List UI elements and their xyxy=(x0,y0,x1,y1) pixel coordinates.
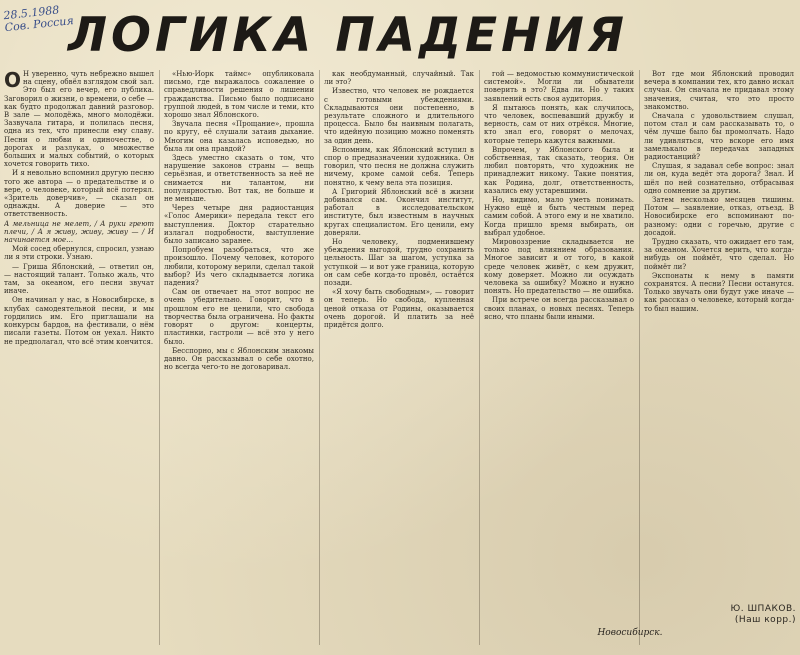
article-paragraph xyxy=(324,146,474,187)
article-paragraph xyxy=(324,288,474,329)
paragraph-text: А мельница не мелет, / А руки греют плечи, / А я живу, живу, живу — / И начинается мое… xyxy=(4,219,154,245)
paragraph-text: «Я хочу быть свободным», — говорит он теперь. Но свобода, купленная ценой отказа от Родины, оказывается очень дорогой. И платить за неё придётся долго. xyxy=(324,288,474,330)
article-paragraph xyxy=(4,263,154,296)
paragraph-text: Бесспорно, мы с Яблонским знакомы давно. Он рассказывал о себе охотно, но всегда чего-то не договаривал. xyxy=(164,346,314,372)
article-column-3 xyxy=(324,70,474,650)
handwritten-note: 28.5.1988 Сов. Россия xyxy=(2,3,75,35)
paragraph-text: Затем несколько месяцев тишины. Потом — заявление, отказ, отъезд. В Новосибирске его вспоминают по-разному: одни с горечью, другие с досадой. xyxy=(644,196,794,237)
paragraph-text: Но, видимо, мало уметь понимать. Нужно ещё и быть честным перед самим собой. А этого ему и не хватило. Когда пришло время выбирать, он выбрал удобное. xyxy=(484,196,634,237)
paragraph-text: Известно, что человек не рождается с готовыми убеждениями. Складываются они постепенно, в результате сложного и длительного процесса. Было бы наивным полагать, что идейную позицию можно поменять за один день. xyxy=(324,87,474,145)
paragraph-text: Трудно сказать, что ожидает его там, за океаном. Хочется верить, что когда-нибудь он поймёт, что сделал. Но поймёт ли? xyxy=(644,238,794,271)
column-rule xyxy=(319,70,320,645)
article-paragraph xyxy=(484,70,634,103)
paragraph-text: Сам он отвечает на этот вопрос не очень убедительно. Говорит, что в прошлом его не ценили, что свобода творчества была ограничена. Но факты говорят о другом: концерты, пластинки, гастроли — всё это у него было. xyxy=(164,288,314,346)
paragraph-text: Попробуем разобраться, что же произошло. Почему человек, которого любили, которому верили, сделал такой выбор? Из чего складывается логика падения? xyxy=(164,246,314,288)
headline: ЛОГИКА ПАДЕНИЯ xyxy=(68,8,628,63)
author-role: (Наш корр.) xyxy=(734,615,796,625)
article-column-4 xyxy=(484,70,634,650)
article-paragraph xyxy=(4,70,154,168)
article-column-5 xyxy=(644,70,794,600)
column-rule xyxy=(479,70,480,645)
article-paragraph xyxy=(644,162,794,195)
article-paragraph xyxy=(644,196,794,237)
article-paragraph xyxy=(164,246,314,287)
article-paragraph xyxy=(324,238,474,287)
paragraph-text: Экспонаты к нему в памяти сохранятся. А песни? Песни останутся. Только звучать они будут уже иначе — как рассказ о человеке, который когда-то был нашим. xyxy=(644,271,794,313)
paragraph-text: «Нью-Йорк таймс» опубликовала письмо, где выражалось сожаление о справедливости решения о лишении гражданства. Письмо было подписано группой людей, в том числе и теми, кто хорошо знал Яблонского. xyxy=(164,70,314,120)
article-paragraph xyxy=(644,70,794,111)
paragraph-text: Он начинал у нас, в Новосибирске, в клубах самодеятельной песни, и мы гордились им. Его приглашали на конкурсы бардов, на фестивали, о нём писали газеты. Потом он уехал. Никто не предполагал, что всё этим кончится. xyxy=(4,296,154,346)
paragraph-text: — Гриша Яблонский, — ответил он, — настоящий талант. Только жаль, что там, за океаном, его песни звучат иначе. xyxy=(4,262,154,296)
article-paragraph xyxy=(644,112,794,161)
article-paragraph xyxy=(164,204,314,245)
paragraph-text: Через четыре дня радиостанция «Голос Америки» передала текст его выступления. Доктор старательно излагал подробности, выступление было записано заранее. xyxy=(164,204,314,246)
paragraph-text: Вот где мои Яблонский проводил вечера в компании тех, кто давно искал случая. Он сначала не придавал этому значения, считая, что это просто знакомство. xyxy=(644,70,794,111)
article-paragraph xyxy=(324,188,474,237)
paragraph-text: Вспомним, как Яблонский вступил в спор о предназначении художника. Он говорил, что песня не должна служить ничему, кроме самой себя. Теперь понятно, к чему вела эта позиция. xyxy=(324,145,474,187)
article-column-1 xyxy=(4,70,154,650)
article-paragraph xyxy=(644,238,794,271)
article-paragraph xyxy=(4,245,154,261)
column-rule xyxy=(159,70,160,645)
article-column-2 xyxy=(164,70,314,650)
article-paragraph xyxy=(484,238,634,295)
paragraph-text: гой — ведомостью коммунистической системой». Могли ли обыватели поверить в это? Едва ли. Но у таких заявлений есть своя аудитория. xyxy=(484,70,634,103)
article-paragraph xyxy=(164,120,314,153)
article-paragraph xyxy=(164,347,314,372)
article-paragraph xyxy=(324,87,474,144)
paragraph-text: Сначала с удовольствием слушал, потом стал и сам рассказывать то, о чём лучше было бы промолчать. Надо ли удивляться, что вскоре его имя замелькало в передачах западных радиостанций? xyxy=(644,112,794,162)
paragraph-text: А Григорий Яблонский всё в жизни добивался сам. Окончил институт, работал в исследовательском институте, был известным в научных кругах специалистом. Его ценили, ему доверяли. xyxy=(324,187,474,237)
paragraph-text: Слушая, я задавал себе вопрос: знал ли он, куда ведёт эта дорога? Знал. И шёл по ней сознательно, отбрасывая одно сомнение за другим. xyxy=(644,162,794,195)
dateline-city: Новосибирск. xyxy=(597,628,663,638)
byline xyxy=(616,604,796,626)
drop-cap: О xyxy=(4,70,22,92)
article-paragraph xyxy=(644,272,794,313)
paragraph-text: Здесь уместно сказать о том, что нарушение законов страны — вещь серьёзная, и ответственность за неё не снимается ни талантом, ни популярностью. Вот так, не больше и не меньше. xyxy=(164,154,314,204)
paragraph-text: Впрочем, у Яблонского была и собственная, так сказать, теория. Он любил повторять, что художник не принадлежит никому. Такие понятия, как Родина, долг, ответственность, казались ему устаревшими. xyxy=(484,145,634,195)
article-paragraph xyxy=(484,104,634,145)
column-rule xyxy=(639,70,640,645)
article-paragraph xyxy=(164,154,314,203)
article-paragraph xyxy=(4,169,154,218)
article-paragraph xyxy=(484,296,634,321)
paragraph-text: При встрече он всегда рассказывал о своих планах, о новых песнях. Теперь ясно, что планы были иными. xyxy=(484,296,634,321)
article-paragraph xyxy=(484,146,634,195)
article-paragraph xyxy=(4,296,154,345)
article-paragraph xyxy=(164,288,314,345)
article-paragraph xyxy=(4,220,154,245)
paragraph-text: Мировоззрение складывается не только под влиянием образования. Многое зависит и от того, в какой среде человек живёт, с кем дружит, кому доверяет. Можно ли осуждать человека за ошибку? Можно и нужно понять. Но предательство — не ошибка. xyxy=(484,238,634,296)
paragraph-text: И я невольно вспомнил другую песню того же автора — о предательстве и о вере, о человеке, который всё потерял. «Зритель доверчив», — сказал он однажды. А доверие — это ответственность. xyxy=(4,169,154,219)
author-name: Ю. ШПАКОВ. xyxy=(730,604,796,614)
article-paragraph xyxy=(324,70,474,86)
paragraph-text: Н уверенно, чуть небрежно вышел на сцену, обвёл взглядом свой зал. Это был его вечер, его публика. Заговорил о жизни, о времени, о себе — как будто продолжал давний разговор. В зале — молодёжь, много молодёжи. Зазвучала гитара, и полилась песня, одна из тех, что принесли ему славу. Песни о любви и одиночестве, о дорогах и разлуках, о множестве больших и малых событий, о которых хочется говорить тихо. xyxy=(4,70,154,169)
paragraph-text: Мой сосед обернулся, спросил, узнаю ли я эти строки. Узнаю. xyxy=(4,245,154,262)
paragraph-text: как необдуманный, случайный. Так ли это? xyxy=(324,70,474,87)
article-paragraph xyxy=(484,196,634,237)
paragraph-text: Звучала песня «Прощание», прошла по кругу, её слушали затаив дыхание. Многим она казалась исповедью, но была ли она правдой? xyxy=(164,120,314,153)
paragraph-text: Я пытаюсь понять, как случилось, что человек, воспевавший дружбу и верность, сам от них отрёкся. Многие, кто знал его, говорят о мелочах, которые теперь кажутся важными. xyxy=(484,103,634,145)
article-body xyxy=(4,70,796,650)
paragraph-text: Но человеку, подменившему убеждения выгодой, трудно сохранить цельность. Шаг за шагом, уступка за уступкой — и вот уже граница, которую он сам себе когда-то провёл, остаётся позади. xyxy=(324,238,474,288)
article-paragraph xyxy=(164,70,314,119)
